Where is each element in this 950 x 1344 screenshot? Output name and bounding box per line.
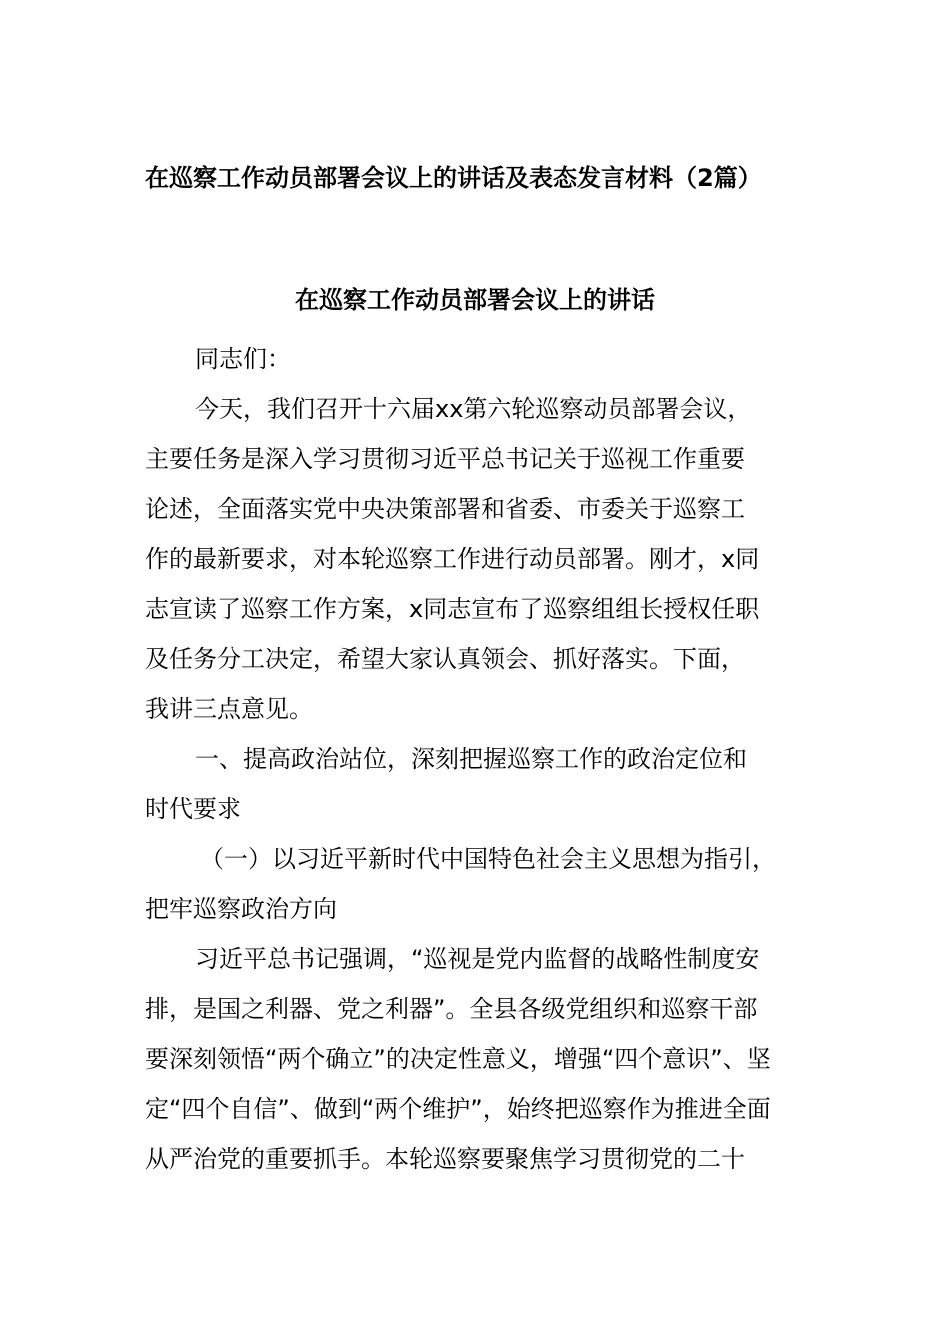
- paragraph-line: 今天，我们召开十六届xx第六轮巡察动员部署会议，: [195, 395, 752, 423]
- paragraph-line: 作的最新要求，对本轮巡察工作进行动员部署。刚才，x同: [145, 545, 760, 573]
- paragraph-line: 论述，全面落实党中央决策部署和省委、市委关于巡察工: [145, 495, 745, 523]
- body-text: [145, 334, 810, 1184]
- paragraph-line: 要深刻领悟“两个确立”的决定性意义，增强“四个意识”、坚: [145, 1045, 771, 1073]
- paragraph-line: 主要任务是深入学习贯彻习近平总书记关于巡视工作重要: [145, 445, 745, 473]
- paragraph-line: 定“四个自信”、做到“两个维护”，始终把巡察作为推进全面: [145, 1095, 771, 1123]
- paragraph-line: 习近平总书记强调，“巡视是党内监督的战略性制度安: [195, 945, 760, 973]
- paragraph-line: 及任务分工决定，希望大家认真领会、抓好落实。下面，: [145, 645, 745, 673]
- heading-line: 时代要求: [145, 795, 241, 823]
- paragraph-line: 我讲三点意见。: [145, 695, 313, 723]
- paragraph-line: 从严治党的重要抓手。本轮巡察要聚焦学习贯彻党的二十: [145, 1145, 745, 1173]
- paragraph-line: 排，是国之利器、党之利器”。全县各级党组织和巡察干部: [145, 995, 758, 1023]
- heading-line: 一、提高政治站位，深刻把握巡察工作的政治定位和: [195, 745, 747, 773]
- document-title: 在巡察工作动员部署会议上的讲话及表态发言材料（2篇）: [145, 164, 762, 192]
- paragraph-line: 志宣读了巡察工作方案，x同志宣布了巡察组组长授权任职: [145, 595, 760, 623]
- subheading-line: 把牢巡察政治方向: [145, 895, 337, 923]
- subheading-line: （一）以习近平新时代中国特色社会主义思想为指引，: [200, 845, 776, 873]
- section-title: 在巡察工作动员部署会议上的讲话: [295, 286, 655, 314]
- salutation: 同志们：: [195, 345, 291, 373]
